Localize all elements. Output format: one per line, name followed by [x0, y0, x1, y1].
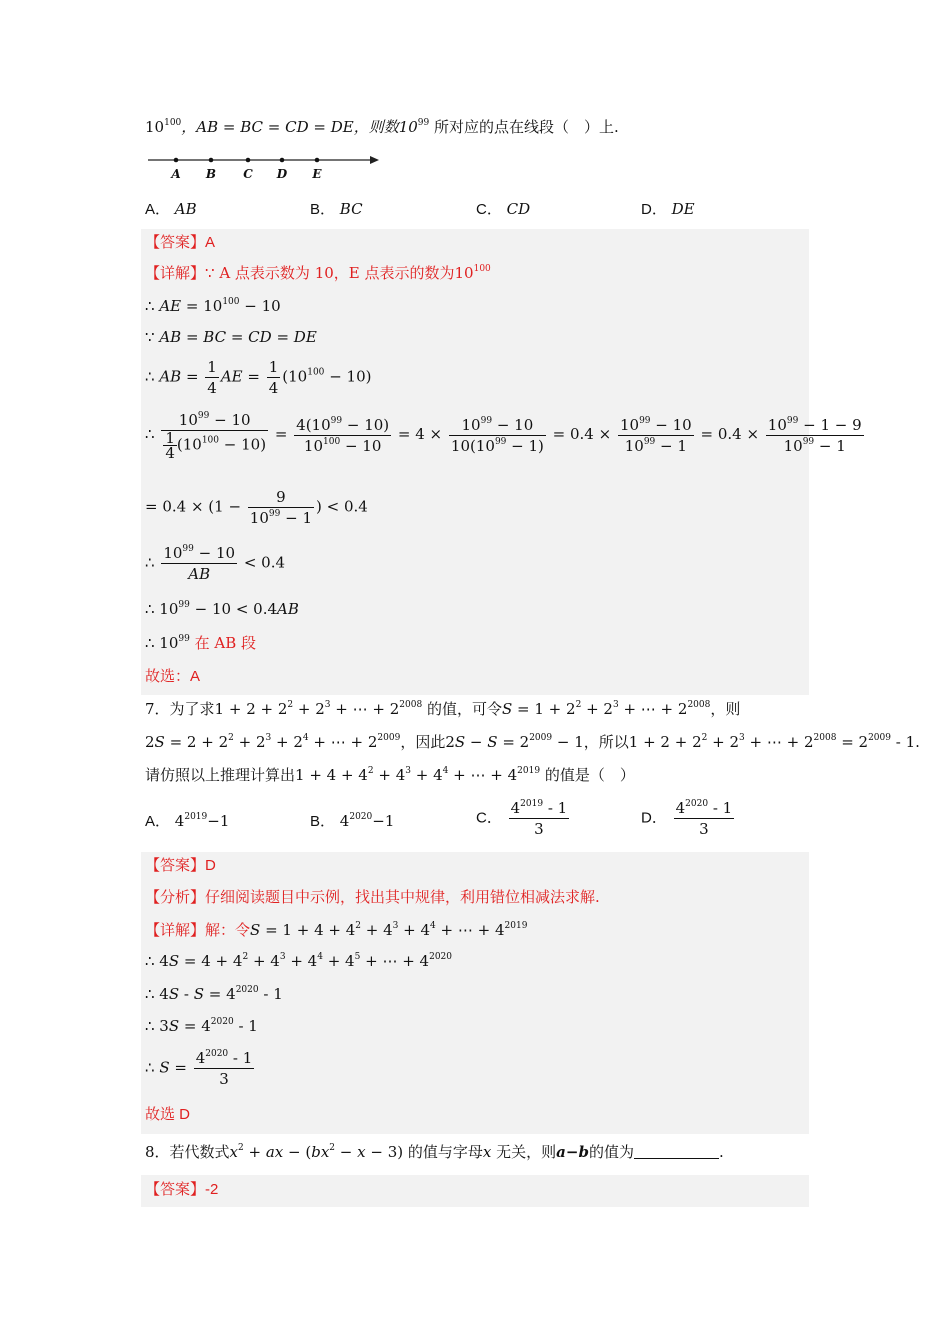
q8-answer: 【答案】-2: [145, 1181, 219, 1198]
q6-stem-exponent: 100: [164, 118, 182, 128]
q6-stem: [145, 116, 619, 137]
q7-stem-line-3: 请仿照以上推理计算出$1 + 4 + 4^2 + 4^3 + 4^4$ + ⋯ + $4^{2019}$ 的值是（ ）: [145, 766, 635, 784]
q6-option-a: A． AB: [145, 200, 197, 218]
q6-step-7: ∴ $10^{99} - 10 < 0.4AB$: [145, 600, 299, 618]
q6-step-3: ∴ AB = $\frac{1}{4}$ AE = $\frac{1}{4}$ $(10^{100} - 10)$: [145, 358, 372, 397]
q6-detail: 【详解】∵ A 点表示数为 10，E 点表示的数为$10^{100}$: [145, 264, 491, 282]
point-label-c: C: [243, 167, 253, 181]
q7-option-b: B． $4^{2020}-1$: [310, 812, 395, 830]
q6-option-d: D． DE: [641, 200, 695, 218]
q6-step-1: ∴ AE = $10^{100} - 10$: [145, 297, 281, 315]
q6-stem-tail: 所对应的点在线段（ ）上.: [434, 118, 619, 136]
q6-conclusion: 故选：A: [145, 668, 201, 685]
q7-step-3: ∴ $3S = 4^{2020} - 1$: [145, 1017, 258, 1035]
q8-answer-blank[interactable]: [634, 1144, 719, 1159]
q6-stem-equation: ，AB = BC = CD = DE，则数10: [181, 118, 418, 136]
q7-analysis: 【分析】仔细阅读题目中示例，找出其中规律，利用错位相减法求解.: [145, 888, 600, 906]
q7-conclusion: 故选 D: [145, 1106, 191, 1123]
number-line: [146, 150, 386, 184]
q6-step-8: ∴ $10^{99}$ 在 AB 段: [145, 634, 257, 652]
point-d: [280, 158, 285, 163]
point-label-b: B: [205, 167, 217, 181]
q6-step-4: ∴ $10^{99} - 10$ $\frac{1}{4}$ $(10^{100} - 10)$ = $\frac{4(10^{99} - 10)}{10^{100} - 10}$ = 4 × $\frac{10^{99} - 10}{10(10^{99} - 1)}$ = 0.4 × $\frac{10^{99} - 10}{10^{99} - 1}$ = 0.4 × $\frac{10^{99} - 1 - 9}{10^{99} - 1}$: [145, 411, 862, 462]
point-b: [209, 158, 214, 163]
q7-option-d: D． $\frac{4^{2020} - 1}{3}$: [641, 799, 733, 838]
q8-stem: 8．若代数式$x^2$ + ax − $(bx^2 - x - 3)$ 的值与字母x 无关，则a−b的值为 .: [145, 1143, 724, 1161]
q7-stem-line-1: 7．为了求$1 + 2 + 2^2 + 2^3$ + ⋯ + $2^{2008}$ 的值，可令$S = 1 + 2^2 + 2^3$ + ⋯ + $2^{2008}$，则: [145, 700, 741, 718]
point-label-d: D: [276, 167, 288, 181]
q6-option-b: B． BC: [310, 200, 363, 218]
q6-step-5: = 0.4 × (1 − $\frac{9}{10^{99} - 1}$ ) < 0.4: [145, 488, 368, 527]
q6-answer: 【答案】A: [145, 234, 216, 251]
point-label-a: A: [171, 167, 181, 181]
q7-step-4: ∴ S = $\frac{4^{2020} - 1}{3}$: [145, 1049, 253, 1088]
q6-stem-exponent-2: 99: [417, 118, 430, 128]
q6-stem-number: 10: [145, 118, 165, 136]
q7-option-a: A． $4^{2019}-1$: [145, 812, 230, 830]
q7-answer: 【答案】D: [145, 857, 216, 874]
point-label-e: E: [312, 167, 322, 181]
point-a: [174, 158, 179, 163]
q7-stem-line-2: $2S = 2 + 2^2 + 2^3 + 2^4$ + ⋯ + $2^{2009}$，因此$2S - S = 2^{2009} - 1$，所以$1 + 2 + 2^2 + 2^3$ + ⋯ + $2^{2008} = 2^{2009} - 1$.: [145, 733, 920, 751]
q7-detail: 【详解】解：令$S = 1 + 4 + 4^2 + 4^3 + 4^4$ + ⋯ + $4^{2019}$: [145, 921, 528, 939]
q7-step-1: ∴ $4S = 4 + 4^2 + 4^3 + 4^4 + 4^5$ + ⋯ + $4^{2020}$: [145, 952, 453, 970]
q7-step-2: ∴ $4S - S = 4^{2020} - 1$: [145, 985, 283, 1003]
q8-solution-block: [141, 1175, 809, 1207]
point-c: [246, 158, 251, 163]
q6-option-c: C． CD: [476, 200, 531, 218]
q6-step-2: ∵ AB = BC = CD = DE: [145, 328, 317, 346]
q6-step-6: ∴ $\frac{10^{99} - 10}{AB}$ < 0.4: [145, 544, 286, 583]
q7-option-c: C． $\frac{4^{2019} - 1}{3}$: [476, 799, 568, 838]
point-e: [315, 158, 320, 163]
